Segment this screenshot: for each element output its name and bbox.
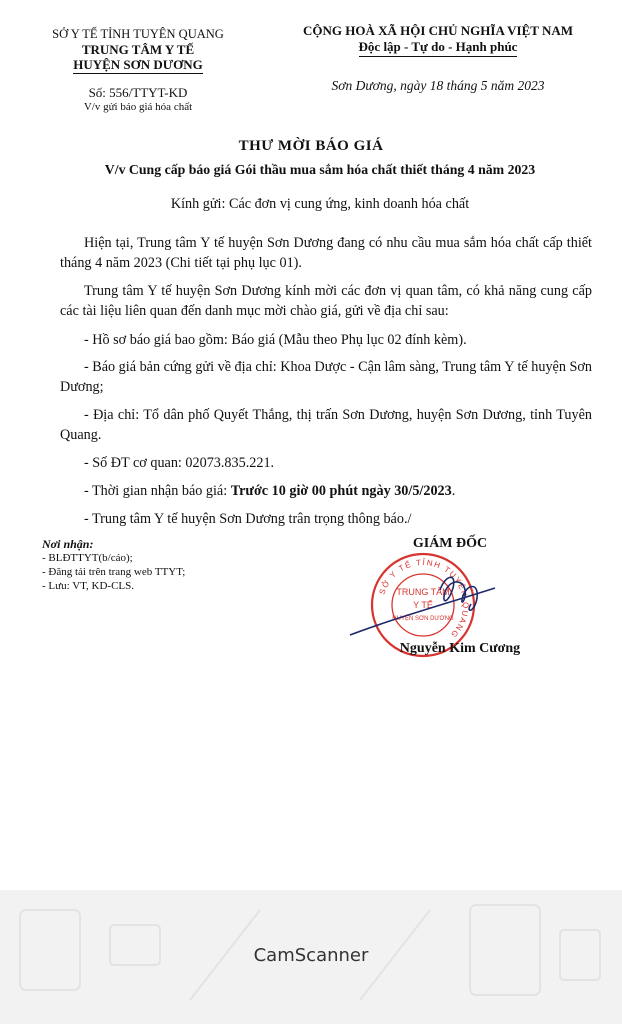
document-date: Sơn Dương, ngày 18 tháng 5 năm 2023 — [331, 78, 545, 93]
document-subject-short: V/v gửi báo giá hóa chất — [83, 101, 193, 113]
body-paragraph-8: - Trung tâm Y tế huyện Sơn Dương trân trọng thông báo./ — [84, 511, 412, 527]
national-title: CỘNG HOÀ XÃ HỘI CHỦ NGHĨA VIỆT NAM — [302, 23, 574, 38]
document-title: THƯ MỜI BÁO GIÁ — [238, 138, 384, 154]
handwritten-signature — [345, 557, 505, 640]
body-paragraph-2: Trung tâm Y tế huyện Sơn Dương kính mời các đơn vị quan tâm, có khả năng cung cấp các tài liệu liên quan đến danh mục mời chào giá, gửi về địa chỉ sau: — [60, 283, 592, 319]
national-header-block — [268, 23, 608, 94]
deadline-value: Trước 10 giờ 00 phút ngày 30/5/2023 — [230, 483, 452, 499]
body-paragraph-3: - Hồ sơ báo giá bao gồm: Báo giá (Mẫu theo Phụ lục 02 đính kèm). — [84, 332, 467, 348]
national-motto-wrap — [268, 39, 608, 57]
seal-text-line1: TRUNG TÂM — [396, 587, 450, 597]
document-number: Số: 556/TTYT-KD — [88, 85, 188, 100]
signer-name: Nguyễn Kim Cương — [399, 641, 521, 656]
seal-text-line3: HUYỆN SƠN DƯƠNG — [392, 616, 454, 622]
deadline-prefix: - Thời gian nhận báo giá: — [84, 483, 231, 499]
recipient-item: - BLĐTTYT(b/cáo); — [42, 552, 133, 564]
body-paragraph-4: - Báo giá bản cứng gửi về địa chỉ: Khoa Dược - Cận lâm sàng, Trung tâm Y tế huyện Sơn Dương; — [60, 359, 592, 395]
signer-role: GIÁM ĐỐC — [412, 536, 488, 551]
recipients-block — [42, 537, 282, 593]
deadline-suffix: . — [451, 483, 456, 499]
body-paragraph-5: - Địa chỉ: Tổ dân phố Quyết Thắng, thị trấn Sơn Dương, huyện Sơn Dương, tỉnh Tuyên Quang. — [60, 407, 592, 443]
recipient-item: - Đăng tải trên trang web TTYT; — [42, 566, 186, 578]
agency-name-line2: HUYỆN SƠN DƯƠNG — [73, 57, 203, 72]
body-paragraph-1: Hiện tại, Trung tâm Y tế huyện Sơn Dương đang có nhu cầu mua sắm hóa chất cấp thiết tháng 4 năm 2023 (Chi tiết tại phụ lục 01). — [60, 235, 592, 271]
scanner-brand: CamScanner — [253, 945, 369, 966]
national-motto: Độc lập - Tự do - Hạnh phúc — [359, 39, 518, 57]
seal-ring-text: SỞ Y TẾ TỈNH TUYÊN QUANG — [377, 557, 471, 640]
agency-parent: SỞ Y TẾ TỈNH TUYÊN QUANG — [52, 27, 224, 41]
agency-name-line2-wrap — [18, 57, 258, 74]
greeting: Kính gửi: Các đơn vị cung ứng, kinh doanh hóa chất — [170, 196, 470, 212]
body-paragraph-7 — [60, 481, 592, 501]
document-subtitle: V/v Cung cấp báo giá Gói thầu mua sắm hóa chất thiết tháng 4 năm 2023 — [104, 162, 536, 177]
agency-name-line1: TRUNG TÂM Y TẾ — [81, 42, 195, 57]
issuing-agency-block — [18, 27, 258, 115]
scanner-footer — [0, 890, 622, 1024]
body-paragraph-6: - Số ĐT cơ quan: 02073.835.221. — [84, 455, 275, 471]
seal-text-line2: Y TẾ — [413, 600, 433, 610]
recipient-item: - Lưu: VT, KD-CLS. — [42, 580, 135, 592]
recipients-label: Nơi nhận: — [42, 537, 94, 551]
